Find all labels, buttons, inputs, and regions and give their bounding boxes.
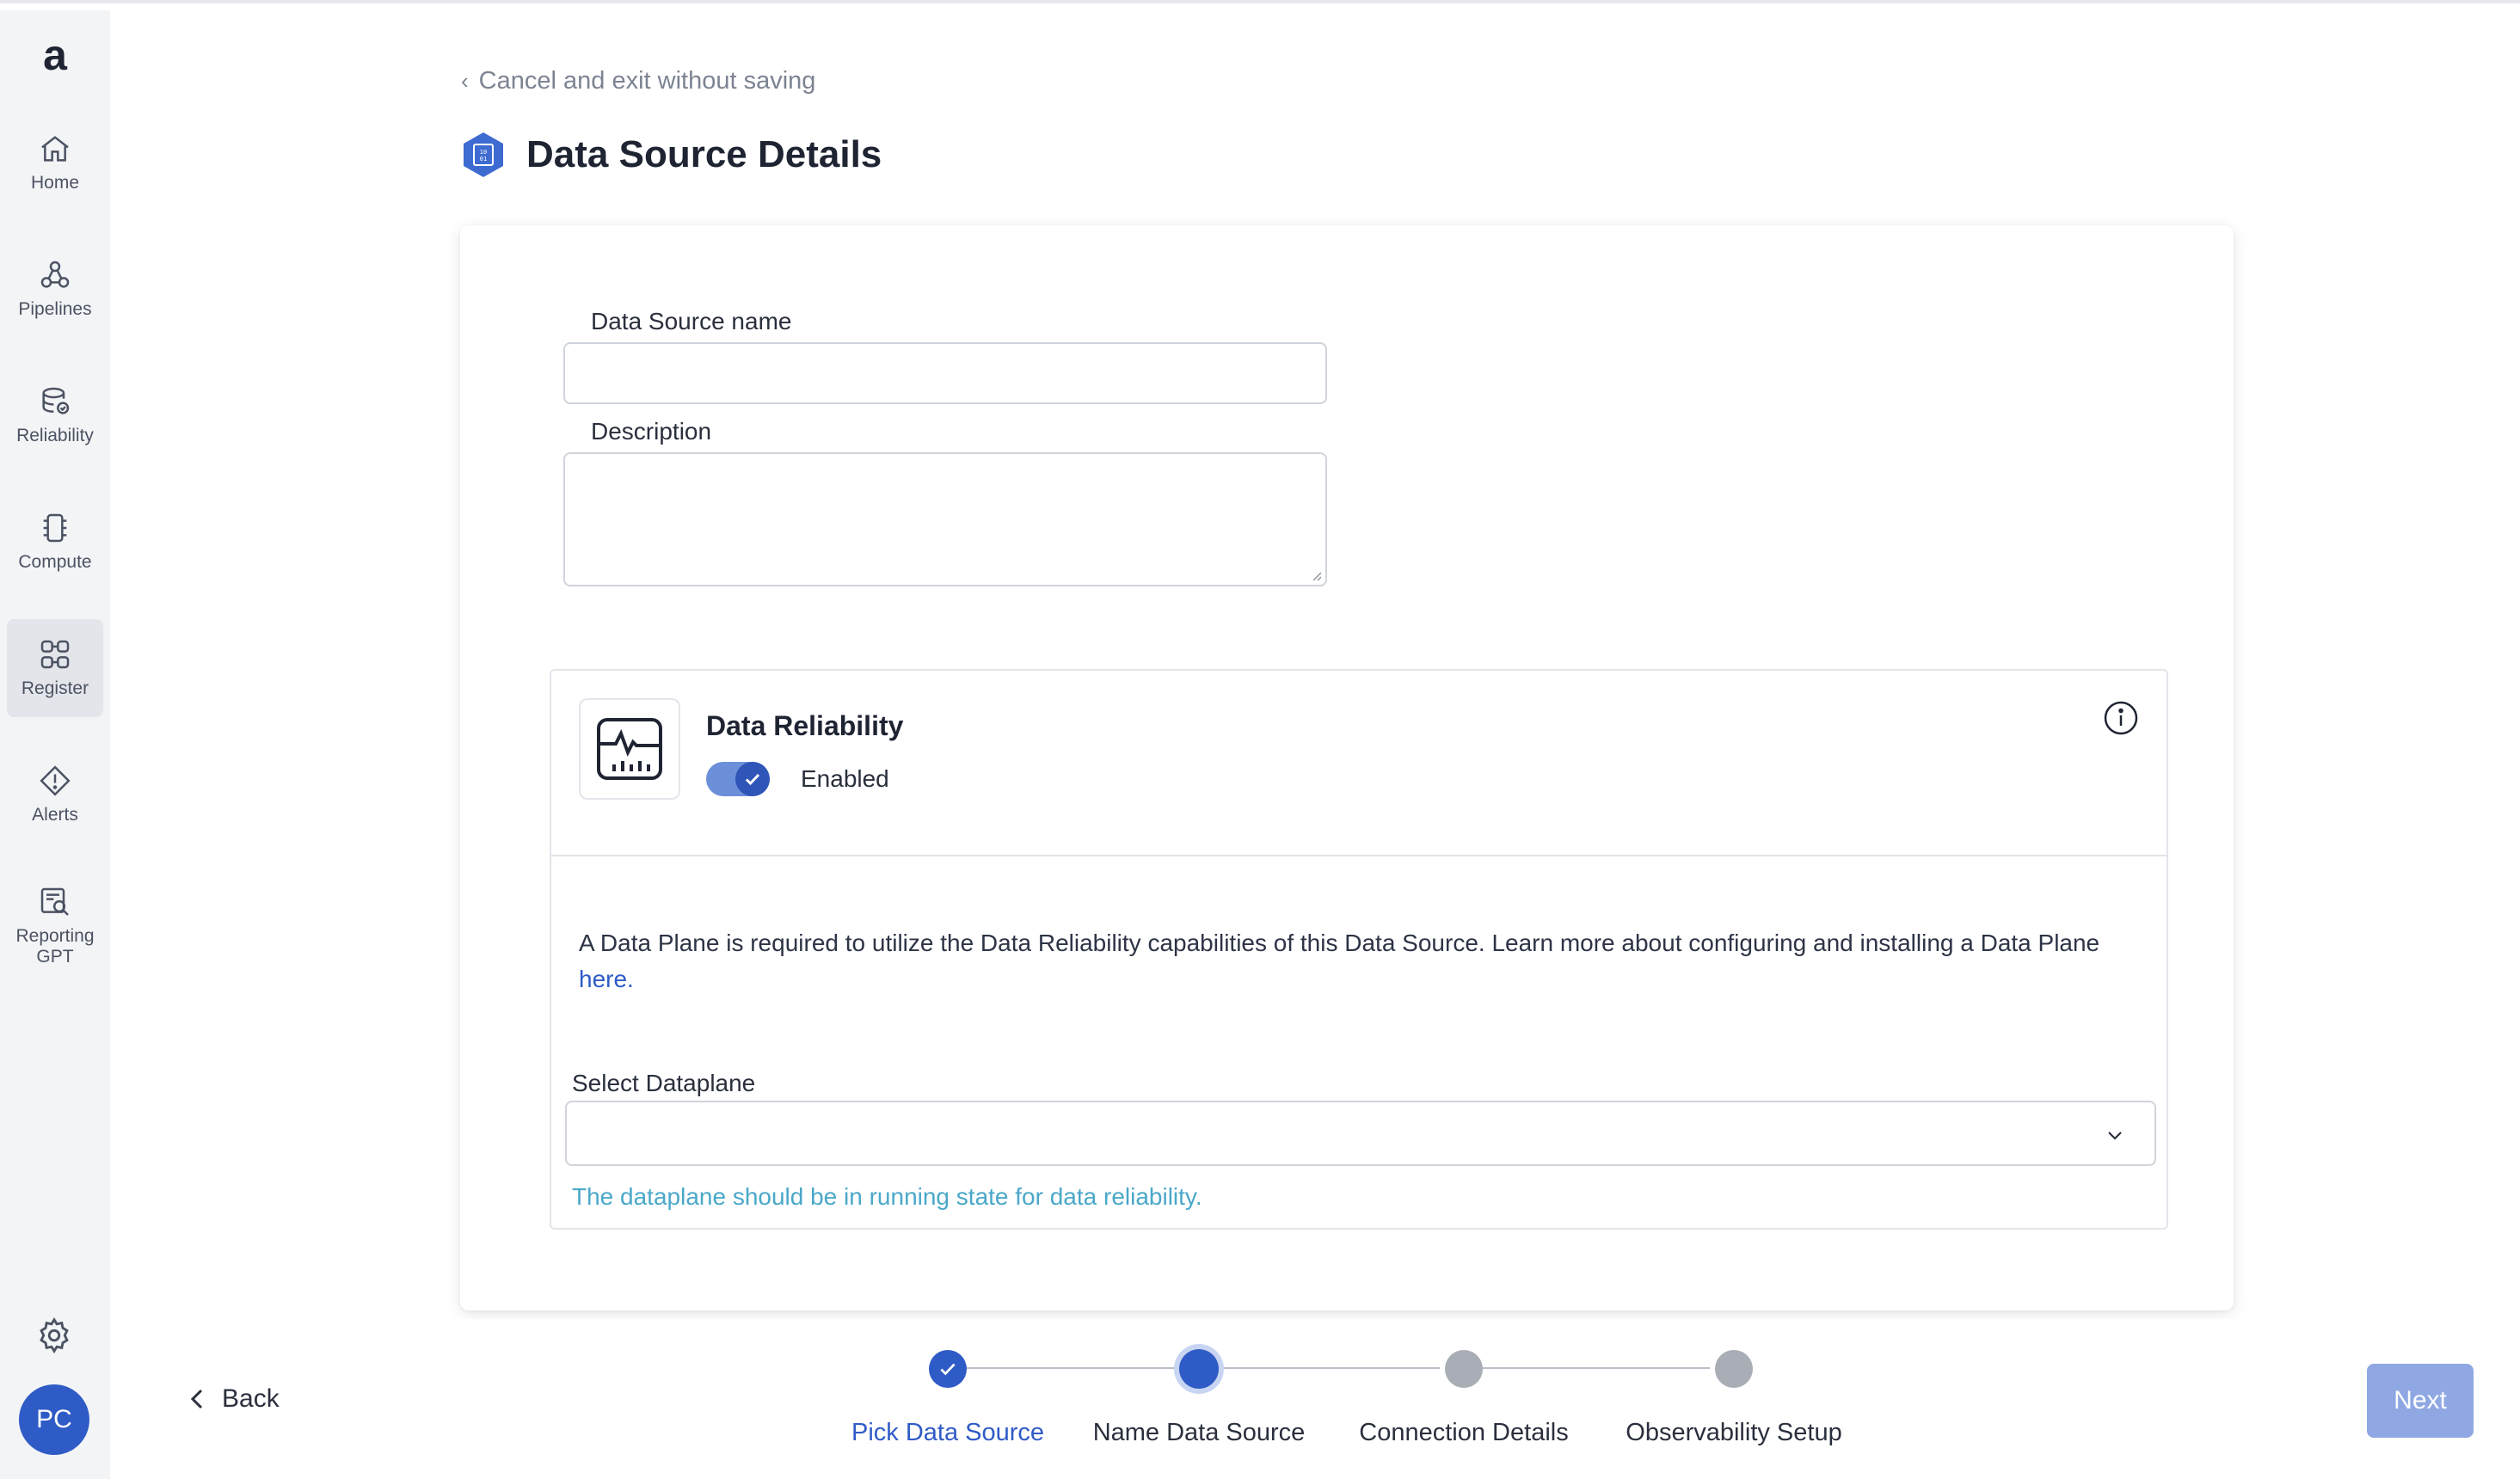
- step-label[interactable]: Observability Setup: [1626, 1419, 1842, 1446]
- step-label[interactable]: Name Data Source: [1092, 1419, 1306, 1446]
- sidebar-item-alerts[interactable]: [7, 746, 103, 844]
- step-label[interactable]: Pick Data Source: [851, 1419, 1045, 1446]
- data-reliability-panel: [550, 669, 2168, 1230]
- page-header: [459, 131, 882, 179]
- back-button[interactable]: [187, 1384, 280, 1414]
- sidebar-item-compute[interactable]: [7, 493, 103, 591]
- sidebar: [0, 10, 110, 1479]
- chevron-left-icon: [187, 1387, 206, 1411]
- dataplane-hint-text: The dataplane should be in running state for data reliability.: [572, 1183, 1202, 1210]
- sidebar-item-label: Pipelines: [18, 299, 92, 319]
- reliability-icon: [38, 384, 72, 419]
- data-reliability-toggle[interactable]: [706, 762, 770, 796]
- step-connector: [1483, 1367, 1710, 1369]
- select-dataplane-dropdown[interactable]: [565, 1101, 2156, 1166]
- data-plane-description-text: A Data Plane is required to utilize the Data Reliability capabilities of this Data Source. Learn more about configuring and installing a Data Plane: [579, 930, 2100, 956]
- next-button[interactable]: Next: [2367, 1364, 2474, 1438]
- chevron-left-icon: ‹: [461, 68, 469, 94]
- step-observability-setup-dot[interactable]: [1715, 1350, 1753, 1388]
- sidebar-item-label: Reliability: [16, 426, 94, 445]
- form-card: [460, 225, 2234, 1310]
- page-title: Data Source Details: [526, 133, 882, 175]
- back-button-label: Back: [222, 1384, 280, 1413]
- sidebar-item-label: Compute: [18, 552, 92, 572]
- toggle-knob: [735, 762, 770, 796]
- description-label: Description: [591, 418, 712, 445]
- cancel-exit-label: Cancel and exit without saving: [478, 67, 816, 95]
- sidebar-item-label: Home: [30, 173, 80, 193]
- alerts-icon: [38, 764, 72, 798]
- data-reliability-header: [551, 671, 2167, 856]
- sidebar-item-pipelines[interactable]: [7, 240, 103, 338]
- sidebar-item-label: Register: [21, 678, 89, 698]
- data-reliability-title: Data Reliability: [706, 710, 904, 741]
- sidebar-item-register[interactable]: [7, 619, 103, 717]
- sidebar-item-label: Reporting GPT: [15, 926, 95, 967]
- register-icon: [38, 637, 72, 672]
- data-source-name-input[interactable]: [563, 342, 1327, 404]
- pipelines-icon: [38, 258, 72, 292]
- description-textarea[interactable]: [563, 452, 1327, 586]
- top-border: [0, 0, 2520, 3]
- step-connector: [1220, 1367, 1440, 1369]
- data-source-name-label: Data Source name: [591, 308, 792, 334]
- settings-gear-icon[interactable]: [34, 1316, 74, 1355]
- step-connector: [967, 1367, 1177, 1369]
- step-name-data-source-dot[interactable]: [1179, 1349, 1219, 1389]
- footer: [110, 1319, 2520, 1479]
- home-icon: [38, 132, 72, 166]
- reliability-monitor-icon: [593, 713, 666, 785]
- user-avatar[interactable]: PC: [19, 1384, 89, 1455]
- sidebar-item-home[interactable]: [7, 114, 103, 212]
- cancel-exit-link[interactable]: [461, 67, 815, 95]
- checkmark-icon: [742, 769, 763, 789]
- data-plane-description: [579, 925, 2153, 997]
- svg-text:01: 01: [479, 156, 488, 163]
- compute-icon: [38, 511, 72, 545]
- step-label[interactable]: Connection Details: [1359, 1419, 1569, 1446]
- svg-text:10: 10: [479, 149, 488, 156]
- app-logo[interactable]: a: [43, 31, 67, 79]
- learn-more-link[interactable]: here.: [579, 966, 634, 992]
- data-source-hexagon-icon: [459, 131, 507, 179]
- checkmark-icon: [937, 1358, 959, 1380]
- reliability-monitor-icon-box: [579, 698, 680, 800]
- step-pick-data-source-dot[interactable]: [929, 1350, 967, 1388]
- sidebar-item-reporting-gpt[interactable]: [7, 870, 103, 982]
- select-dataplane-label: Select Dataplane: [572, 1070, 756, 1096]
- sidebar-item-reliability[interactable]: [7, 366, 103, 464]
- toggle-status-label: Enabled: [801, 765, 889, 792]
- resize-grip-icon[interactable]: [1310, 569, 1322, 581]
- reporting-icon: [38, 885, 72, 919]
- chevron-down-icon: [2105, 1125, 2125, 1145]
- sidebar-item-label: Alerts: [32, 805, 78, 825]
- info-icon[interactable]: [2103, 700, 2139, 736]
- step-connection-details-dot[interactable]: [1445, 1350, 1483, 1388]
